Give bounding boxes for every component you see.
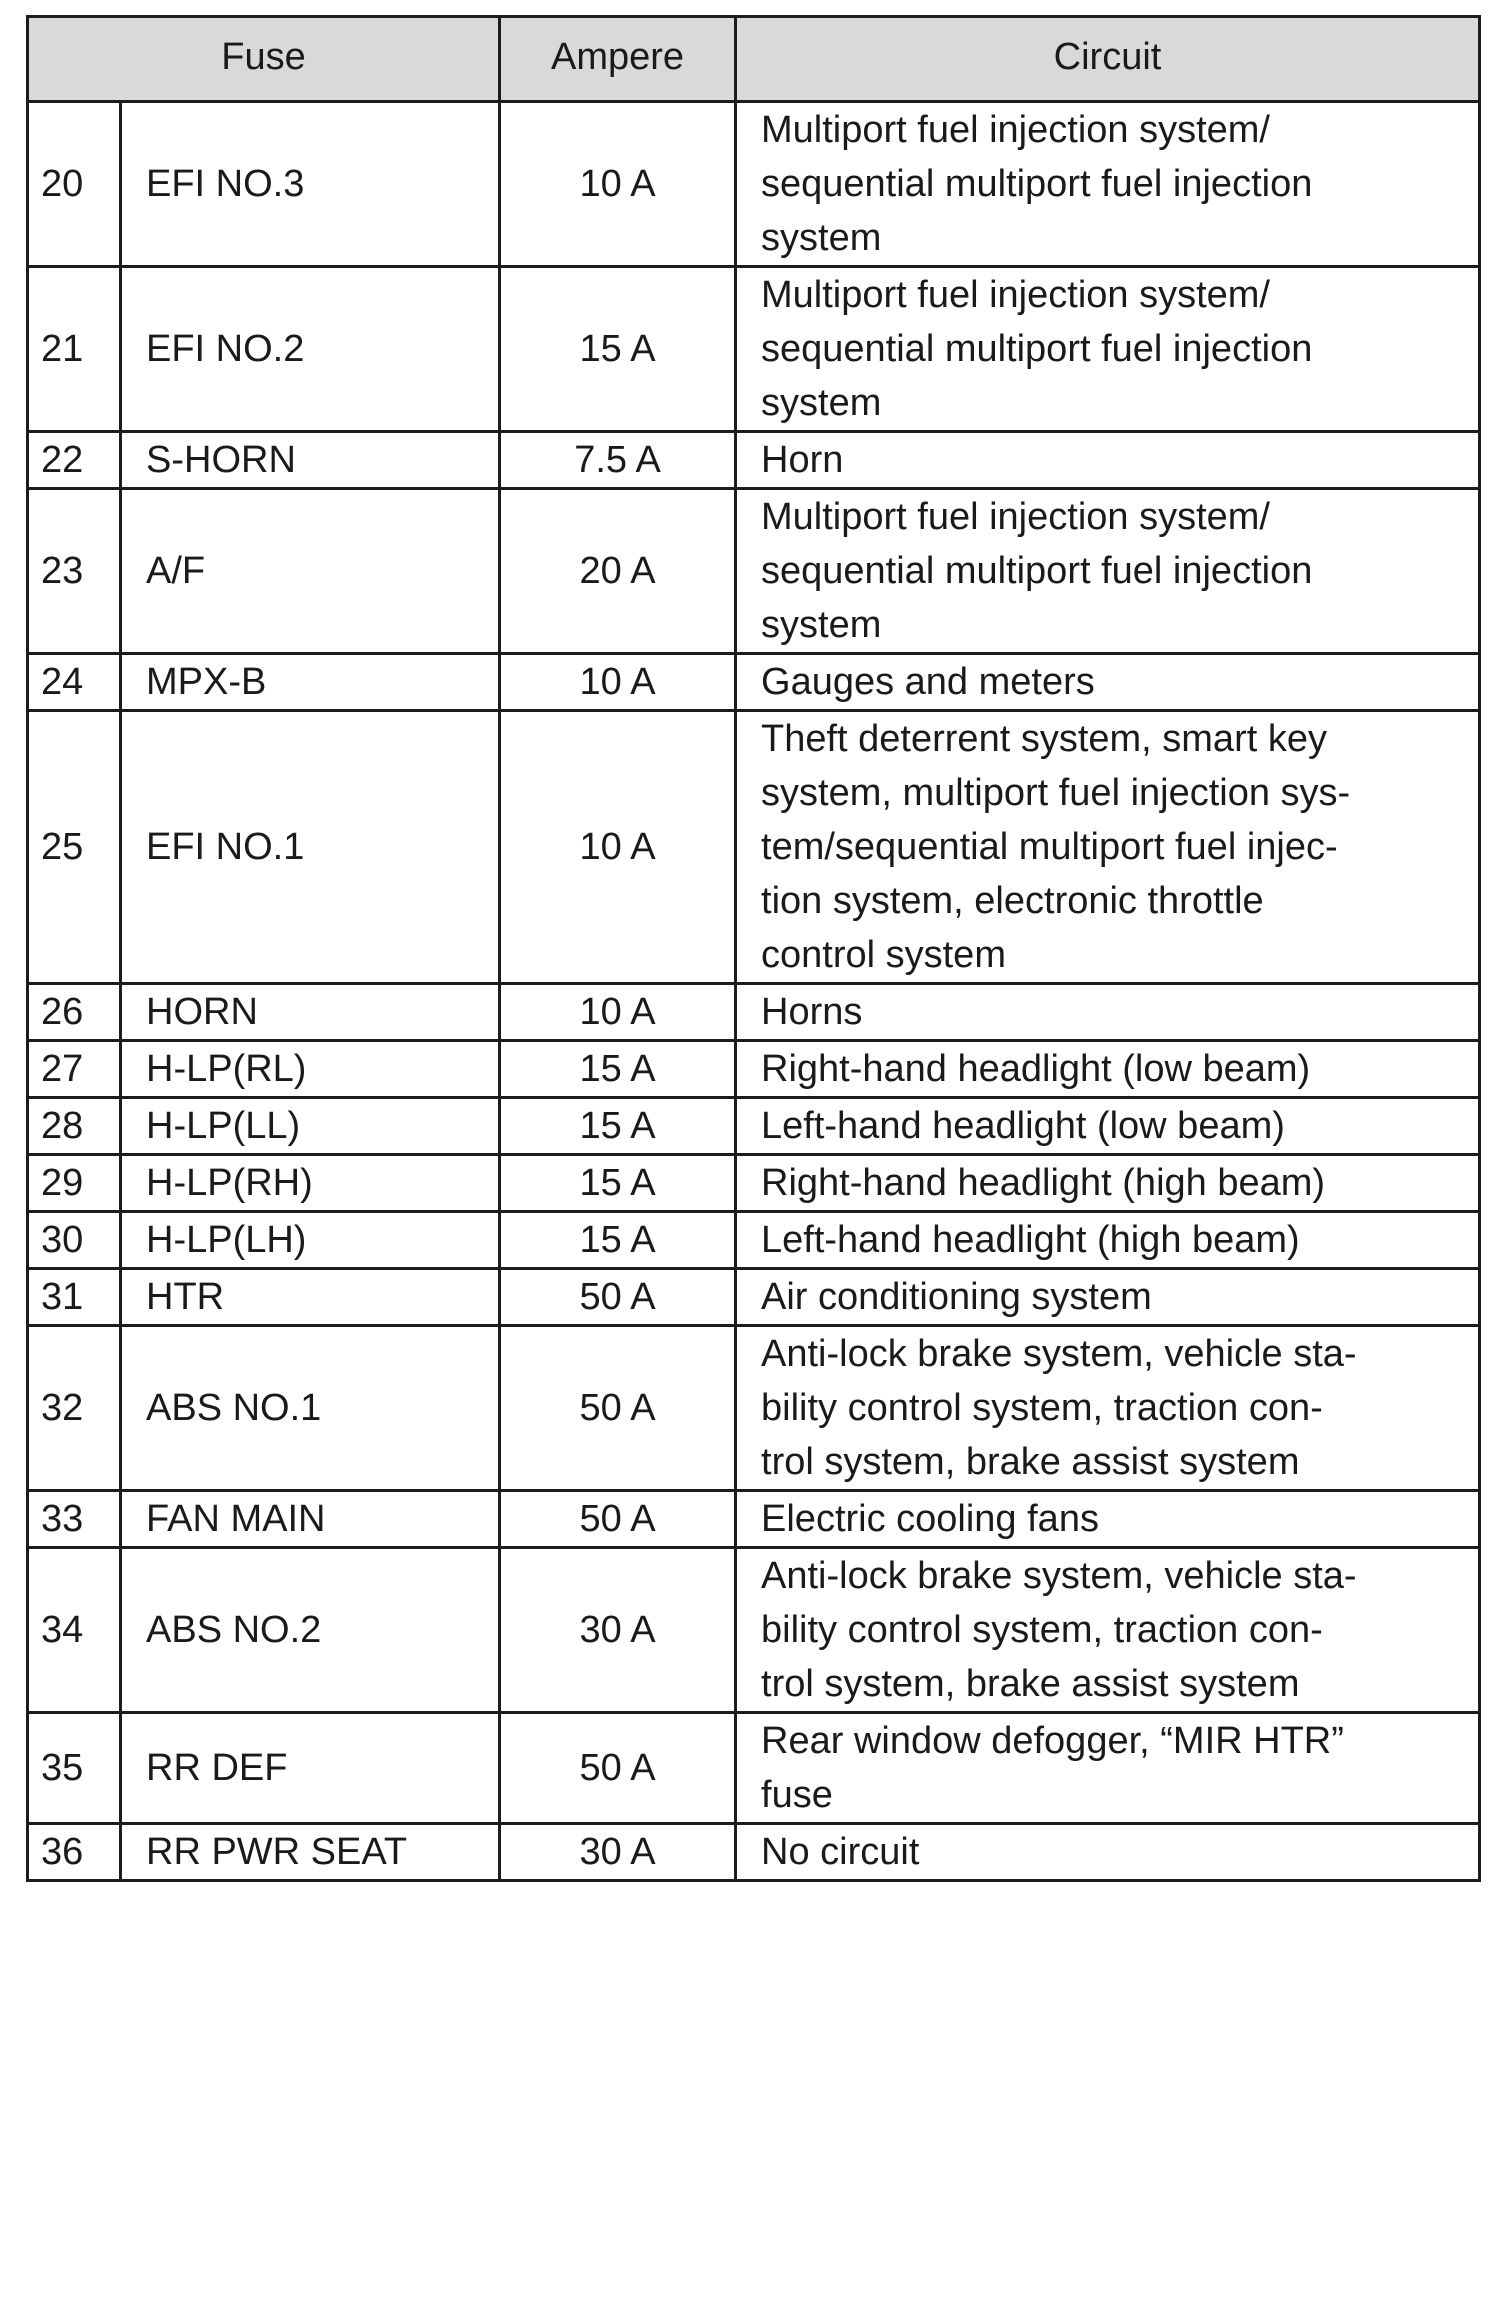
- table-row: [28, 1326, 1480, 1491]
- fuse-name-cell: H-LP(RH): [121, 1155, 500, 1212]
- fuse-number-cell: 27: [28, 1041, 121, 1098]
- ampere-cell: 50 A: [500, 1326, 736, 1491]
- ampere-cell: 30 A: [500, 1548, 736, 1713]
- header-fuse: Fuse: [28, 17, 500, 102]
- fuse-number-cell: 32: [28, 1326, 121, 1491]
- table-row: [28, 1269, 1480, 1326]
- table-row: [28, 102, 1480, 267]
- circuit-cell: Horns: [736, 984, 1480, 1041]
- ampere-cell: 7.5 A: [500, 432, 736, 489]
- circuit-cell: Multiport fuel injection system/ sequential multiport fuel injection system: [736, 102, 1480, 267]
- table-row: [28, 984, 1480, 1041]
- table-row: [28, 1824, 1480, 1881]
- fuse-name-cell: RR DEF: [121, 1713, 500, 1824]
- fuse-name-cell: RR PWR SEAT: [121, 1824, 500, 1881]
- fuse-name-cell: EFI NO.2: [121, 267, 500, 432]
- ampere-cell: 10 A: [500, 711, 736, 984]
- fuse-table: [26, 15, 1481, 1882]
- circuit-cell: Gauges and meters: [736, 654, 1480, 711]
- circuit-cell: Anti-lock brake system, vehicle sta- bility control system, traction con- trol system, brake assist system: [736, 1326, 1480, 1491]
- ampere-cell: 10 A: [500, 984, 736, 1041]
- table-row: [28, 1212, 1480, 1269]
- fuse-number-cell: 26: [28, 984, 121, 1041]
- ampere-cell: 10 A: [500, 654, 736, 711]
- circuit-cell: Anti-lock brake system, vehicle sta- bility control system, traction con- trol system, brake assist system: [736, 1548, 1480, 1713]
- table-row: [28, 654, 1480, 711]
- fuse-number-cell: 36: [28, 1824, 121, 1881]
- table-row: [28, 1491, 1480, 1548]
- ampere-cell: 15 A: [500, 1098, 736, 1155]
- fuse-number-cell: 25: [28, 711, 121, 984]
- ampere-cell: 15 A: [500, 1155, 736, 1212]
- table-header: [28, 17, 1480, 102]
- ampere-cell: 50 A: [500, 1713, 736, 1824]
- table-row: [28, 432, 1480, 489]
- fuse-name-cell: EFI NO.1: [121, 711, 500, 984]
- fuse-number-cell: 24: [28, 654, 121, 711]
- table-body: [28, 102, 1480, 1881]
- fuse-number-cell: 23: [28, 489, 121, 654]
- fuse-name-cell: ABS NO.2: [121, 1548, 500, 1713]
- fuse-name-cell: H-LP(LH): [121, 1212, 500, 1269]
- ampere-cell: 10 A: [500, 102, 736, 267]
- fuse-name-cell: A/F: [121, 489, 500, 654]
- ampere-cell: 15 A: [500, 1212, 736, 1269]
- fuse-name-cell: EFI NO.3: [121, 102, 500, 267]
- fuse-name-cell: FAN MAIN: [121, 1491, 500, 1548]
- fuse-number-cell: 33: [28, 1491, 121, 1548]
- circuit-cell: Air conditioning system: [736, 1269, 1480, 1326]
- ampere-cell: 15 A: [500, 267, 736, 432]
- table-row: [28, 1548, 1480, 1713]
- table-row: [28, 1041, 1480, 1098]
- circuit-cell: Left-hand headlight (high beam): [736, 1212, 1480, 1269]
- fuse-number-cell: 31: [28, 1269, 121, 1326]
- circuit-cell: Electric cooling fans: [736, 1491, 1480, 1548]
- circuit-cell: Multiport fuel injection system/ sequential multiport fuel injection system: [736, 489, 1480, 654]
- fuse-name-cell: S-HORN: [121, 432, 500, 489]
- fuse-name-cell: MPX-B: [121, 654, 500, 711]
- ampere-cell: 50 A: [500, 1491, 736, 1548]
- table-row: [28, 711, 1480, 984]
- circuit-cell: Multiport fuel injection system/ sequential multiport fuel injection system: [736, 267, 1480, 432]
- circuit-cell: Right-hand headlight (high beam): [736, 1155, 1480, 1212]
- circuit-cell: Left-hand headlight (low beam): [736, 1098, 1480, 1155]
- fuse-number-cell: 34: [28, 1548, 121, 1713]
- fuse-name-cell: H-LP(RL): [121, 1041, 500, 1098]
- fuse-number-cell: 20: [28, 102, 121, 267]
- table-row: [28, 267, 1480, 432]
- header-row: [28, 17, 1480, 102]
- fuse-name-cell: HTR: [121, 1269, 500, 1326]
- header-ampere: Ampere: [500, 17, 736, 102]
- fuse-number-cell: 29: [28, 1155, 121, 1212]
- ampere-cell: 30 A: [500, 1824, 736, 1881]
- circuit-cell: No circuit: [736, 1824, 1480, 1881]
- fuse-name-cell: H-LP(LL): [121, 1098, 500, 1155]
- fuse-number-cell: 35: [28, 1713, 121, 1824]
- ampere-cell: 15 A: [500, 1041, 736, 1098]
- circuit-cell: Horn: [736, 432, 1480, 489]
- fuse-name-cell: HORN: [121, 984, 500, 1041]
- fuse-number-cell: 30: [28, 1212, 121, 1269]
- table-row: [28, 1155, 1480, 1212]
- header-circuit: Circuit: [736, 17, 1480, 102]
- fuse-name-cell: ABS NO.1: [121, 1326, 500, 1491]
- ampere-cell: 20 A: [500, 489, 736, 654]
- fuse-number-cell: 22: [28, 432, 121, 489]
- circuit-cell: Theft deterrent system, smart key system, multiport fuel injection sys- tem/sequential multiport fuel injec- tion system, electronic throttle control system: [736, 711, 1480, 984]
- ampere-cell: 50 A: [500, 1269, 736, 1326]
- fuse-number-cell: 21: [28, 267, 121, 432]
- circuit-cell: Right-hand headlight (low beam): [736, 1041, 1480, 1098]
- table-row: [28, 1713, 1480, 1824]
- table-row: [28, 1098, 1480, 1155]
- fuse-number-cell: 28: [28, 1098, 121, 1155]
- table-row: [28, 489, 1480, 654]
- circuit-cell: Rear window defogger, “MIR HTR” fuse: [736, 1713, 1480, 1824]
